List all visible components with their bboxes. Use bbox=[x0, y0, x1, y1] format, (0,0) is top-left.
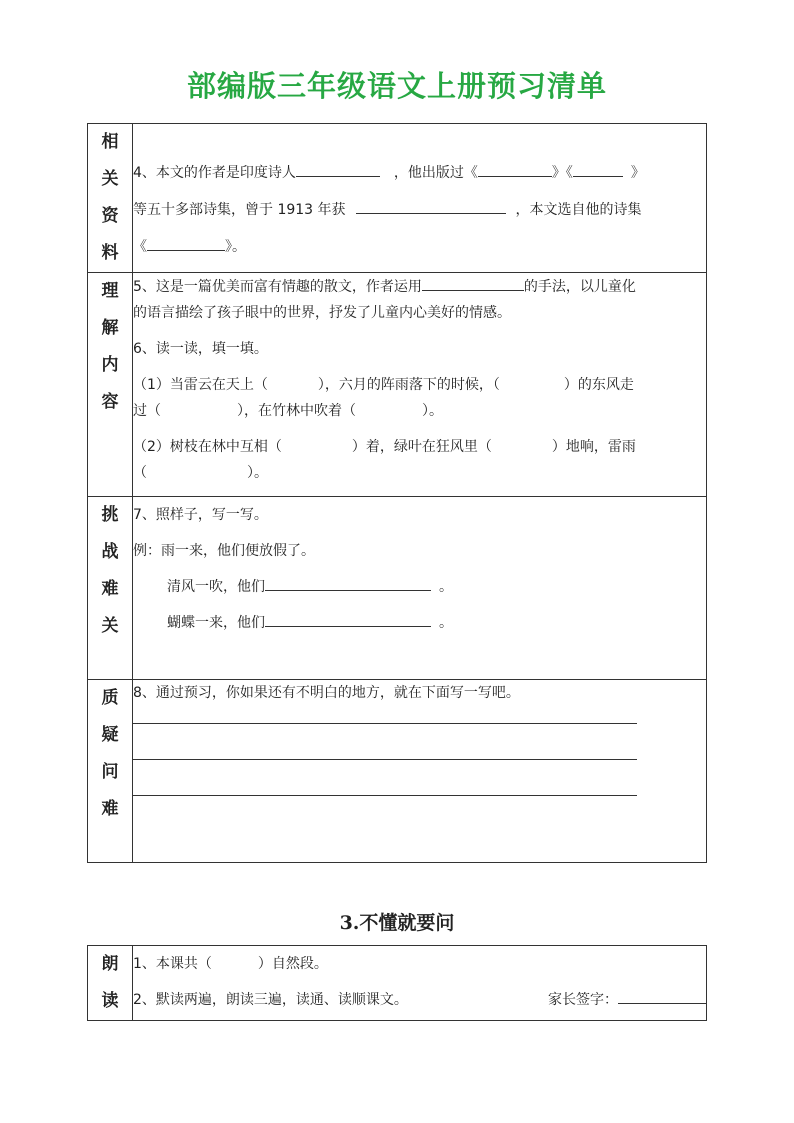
label-char: 解 bbox=[101, 318, 119, 338]
parent-signature-label: 家长签字： bbox=[548, 992, 618, 1008]
writing-line[interactable] bbox=[133, 722, 637, 724]
section-content bbox=[133, 124, 707, 273]
label-char: 关 bbox=[101, 616, 119, 636]
section-content bbox=[133, 497, 707, 680]
answer-blank[interactable] bbox=[265, 575, 431, 591]
question-text: ）。 bbox=[422, 403, 443, 419]
answer-blank[interactable] bbox=[422, 275, 524, 291]
section-content bbox=[133, 680, 707, 863]
section-content bbox=[133, 273, 707, 497]
question-text: 清风一吹，他们 bbox=[167, 579, 265, 595]
question-text: 。 bbox=[439, 579, 453, 595]
answer-blank[interactable] bbox=[147, 235, 225, 251]
question-text: ），六月的阵雨落下的时候，（ bbox=[317, 377, 500, 393]
answer-blank[interactable] bbox=[573, 161, 623, 177]
question-text: 》 bbox=[630, 165, 645, 181]
question-text: ）地响，雷雨 bbox=[551, 439, 636, 455]
section-label bbox=[88, 497, 133, 680]
question-text: 4、本文的作者是印度诗人 bbox=[133, 165, 296, 181]
preview-table bbox=[87, 123, 707, 863]
answer-blank[interactable] bbox=[356, 198, 506, 214]
label-char: 料 bbox=[101, 243, 119, 263]
label-char: 读 bbox=[101, 991, 119, 1011]
section-label bbox=[88, 680, 133, 863]
section-understand-content bbox=[88, 273, 707, 497]
question-text: （2）树枝在林中互相（ bbox=[133, 439, 282, 455]
label-char: 相 bbox=[101, 132, 119, 152]
label-char: 关 bbox=[101, 169, 119, 189]
question-text: 8、通过预习，你如果还有不明白的地方，就在下面写一写吧。 bbox=[133, 685, 520, 701]
section-questions bbox=[88, 680, 707, 863]
question-text: ）着，绿叶在狂风里（ bbox=[351, 439, 492, 455]
question-text: 》《 bbox=[551, 165, 573, 181]
question-text: 1、本课共（ bbox=[133, 956, 212, 972]
label-char: 内 bbox=[101, 355, 119, 375]
label-char: 问 bbox=[101, 762, 119, 782]
question-text: 的语言描绘了孩子眼中的世界，抒发了儿童内心美好的情感。 bbox=[133, 305, 511, 321]
question-text: ，本文选自他的诗集 bbox=[515, 202, 642, 218]
question-text: 。 bbox=[439, 615, 453, 631]
section-label bbox=[88, 124, 133, 273]
section-label bbox=[88, 946, 133, 1021]
question-text: 的手法，以儿童化 bbox=[523, 279, 636, 295]
reading-table bbox=[87, 945, 707, 1021]
answer-blank[interactable] bbox=[265, 611, 431, 627]
label-char: 质 bbox=[101, 688, 119, 708]
question-text: （ bbox=[133, 465, 147, 481]
section-reading bbox=[88, 946, 707, 1021]
parent-signature-field[interactable] bbox=[618, 988, 706, 1004]
example-text: 例：雨一来，他们便放假了。 bbox=[133, 543, 315, 559]
label-char: 难 bbox=[101, 799, 119, 819]
question-text: ）的东风走 bbox=[563, 377, 634, 393]
label-char: 疑 bbox=[101, 725, 119, 745]
label-char: 挑 bbox=[101, 505, 119, 525]
writing-line[interactable] bbox=[133, 794, 637, 796]
question-text: 2、默读两遍，朗读三遍，读通、读顺课文。 bbox=[133, 992, 408, 1008]
question-text: ，他出版过《 bbox=[393, 165, 478, 181]
question-text: 过（ bbox=[133, 403, 161, 419]
section-label bbox=[88, 273, 133, 497]
label-char: 资 bbox=[101, 206, 119, 226]
question-text: ）。 bbox=[247, 465, 268, 481]
question-text: 《 bbox=[133, 239, 147, 255]
question-text: （1）当雷云在天上（ bbox=[133, 377, 268, 393]
question-text: 等五十多部诗集，曾于 1913 年获 bbox=[133, 202, 346, 218]
writing-line[interactable] bbox=[133, 758, 637, 760]
label-char: 理 bbox=[101, 281, 119, 301]
question-text: 5、这是一篇优美而富有情趣的散文，作者运用 bbox=[133, 279, 422, 295]
page-title: 部编版三年级语文上册预习清单 bbox=[186, 69, 607, 103]
lesson-title: 3.不懂就要问 bbox=[339, 912, 455, 934]
answer-blank[interactable] bbox=[296, 161, 380, 177]
label-char: 战 bbox=[101, 542, 119, 562]
answer-blank[interactable] bbox=[478, 161, 552, 177]
label-char: 朗 bbox=[101, 954, 119, 974]
question-text: 6、读一读，填一填。 bbox=[133, 341, 268, 357]
question-text: 7、照样子，写一写。 bbox=[133, 507, 268, 523]
question-text: ），在竹林中吹着（ bbox=[237, 403, 356, 419]
question-text: ）自然段。 bbox=[257, 956, 328, 972]
section-content bbox=[133, 946, 707, 1021]
label-char: 容 bbox=[101, 392, 119, 412]
label-char: 难 bbox=[101, 579, 119, 599]
question-text: 》。 bbox=[225, 239, 246, 255]
question-text: 蝴蝶一来，他们 bbox=[167, 615, 265, 631]
section-challenge bbox=[88, 497, 707, 680]
section-related-info bbox=[88, 124, 707, 273]
